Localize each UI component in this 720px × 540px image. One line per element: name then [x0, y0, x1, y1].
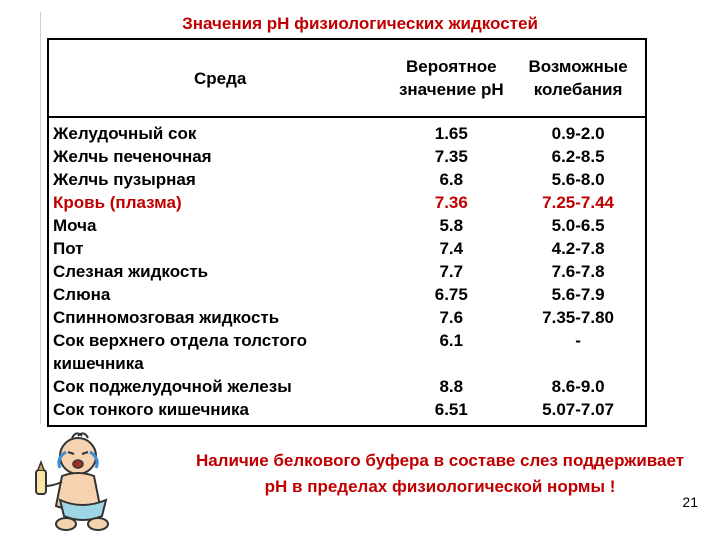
cell-medium: Сок поджелудочной железы [53, 377, 292, 396]
cell-value: 7.35 [434, 147, 468, 166]
cell-range: 8.6-9.0 [551, 377, 605, 396]
cell-medium: Желудочный сок [53, 124, 197, 143]
cell-value: 6.1 [439, 331, 464, 350]
ph-table [47, 38, 647, 427]
cell-range: 0.9-2.0 [551, 124, 605, 143]
page-number: 21 [682, 494, 698, 510]
header-medium: Среда [194, 68, 247, 88]
note-text: Наличие белкового буфера в составе слез поддерживает рН в пределах физиологической нормы ! [195, 451, 685, 496]
table-row [48, 375, 646, 398]
table-row [48, 145, 646, 168]
cell-value: 8.8 [439, 377, 464, 396]
header-probable-value: Вероятное значение рН [398, 57, 504, 99]
cell-range: 5.6-7.9 [551, 285, 605, 304]
cell-value: 6.51 [434, 400, 468, 419]
cell-medium: Желчь печеночная [53, 147, 212, 166]
table-row [48, 237, 646, 260]
cell-range: - [575, 331, 581, 350]
cell-range: 5.07-7.07 [542, 400, 615, 419]
cell-range: 4.2-7.8 [551, 239, 605, 258]
cell-medium: Кровь (плазма) [53, 193, 182, 212]
table-row [48, 168, 646, 191]
header-range: Возможные колебания [528, 57, 628, 99]
cell-range: 6.2-8.5 [551, 147, 605, 166]
cell-value: 6.75 [434, 285, 468, 304]
cell-range: 7.6-7.8 [551, 262, 605, 281]
cell-value: 7.4 [439, 239, 464, 258]
cell-medium: Желчь пузырная [53, 170, 196, 189]
cell-range: 7.25-7.44 [542, 193, 615, 212]
cell-value: 7.6 [439, 308, 464, 327]
slide-title: Значения рН физиологических жидкостей [182, 14, 538, 33]
cell-medium: Спинномозговая жидкость [53, 308, 280, 327]
cell-range: 7.35-7.80 [542, 308, 615, 327]
table-row [48, 306, 646, 329]
cell-medium: Сок тонкого кишечника [53, 400, 249, 419]
table-row [48, 260, 646, 283]
crying-baby-illustration [22, 428, 132, 534]
cell-medium: Моча [53, 216, 97, 235]
cell-range: 5.0-6.5 [551, 216, 605, 235]
table-row [48, 117, 646, 145]
cell-value: 6.8 [439, 170, 464, 189]
cell-value: 7.36 [434, 193, 468, 212]
cell-medium: Слюна [53, 285, 111, 304]
table-row-highlighted [48, 191, 646, 214]
table-row [48, 329, 646, 375]
cell-value: 1.65 [434, 124, 468, 143]
cell-medium: Сок верхнего отдела толстого кишечника [53, 331, 307, 373]
table-row [48, 214, 646, 237]
cell-range: 5.6-8.0 [551, 170, 605, 189]
table-header-row [48, 39, 646, 117]
table-row [48, 398, 646, 426]
cell-medium: Пот [53, 239, 84, 258]
cell-medium: Слезная жидкость [53, 262, 209, 281]
cell-value: 5.8 [439, 216, 464, 235]
table-row [48, 283, 646, 306]
left-divider [40, 12, 41, 424]
cell-value: 7.7 [439, 262, 464, 281]
